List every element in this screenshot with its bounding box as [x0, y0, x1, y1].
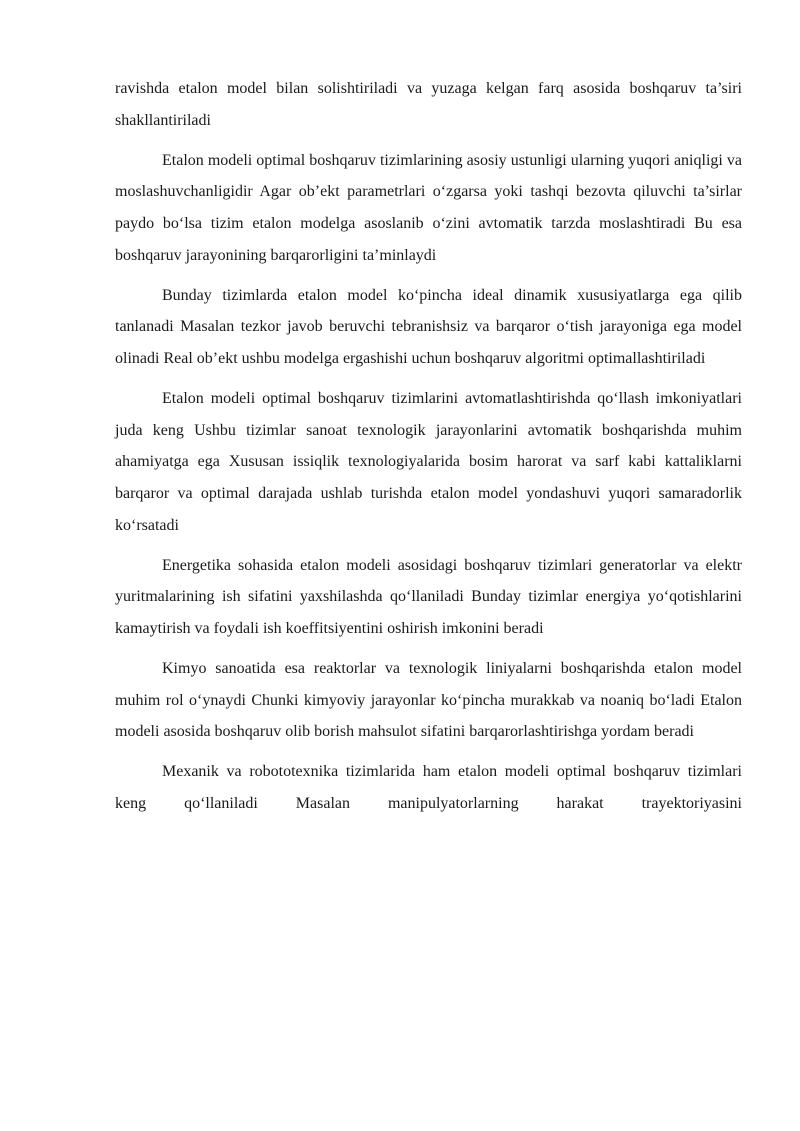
paragraph-6: Kimyo sanoatida esa reaktorlar va texnologik liniyalarni boshqarishda etalon model muhim rol o‘ynaydi Chunki kimyoviy jarayonlar ko‘pincha murakkab va noaniq bo‘ladi Etalon modeli asosida boshqaruv olib borish mahsulot sifatini barqarorlashtirishga yordam beradi	[115, 660, 742, 741]
paragraph-2: Etalon modeli optimal boshqaruv tizimlarining asosiy ustunligi ularning yuqori aniqligi va moslashuvchanligidir Agar ob’ekt parametrlari o‘zgarsa yoki tashqi bezovta qiluvchi ta’sirlar paydo bo‘lsa tizim etalon modelga asoslanib o‘zini avtomatik tarzda moslashtiradi Bu esa boshqaruv jarayonining barqarorligini ta’minlaydi	[115, 151, 742, 264]
paragraph-3: Bunday tizimlarda etalon model ko‘pincha ideal dinamik xususiyatlarga ega qilib tanlanadi Masalan tezkor javob beruvchi tebranishsiz va barqaror o‘tish jarayoniga ega model olinadi Real ob’ekt ushbu modelga ergashishi uchun boshqaruv algoritmi optimallashtiriladi	[115, 286, 742, 367]
paragraph-4: Etalon modeli optimal boshqaruv tizimlarini avtomatlashtirishda qo‘llash imkoniyatlari juda keng Ushbu tizimlar sanoat texnologik jarayonlarini avtomatik boshqarishda muhim ahamiyatga ega Xususan issiqlik texnologiyalarida bosim harorat va sarf kabi kattaliklarni barqaror va optimal darajada ushlab turishda etalon model yondashuvi yuqori samaradorlik ko‘rsatadi	[115, 390, 742, 534]
document-page	[115, 73, 742, 828]
paragraph-5: Energetika sohasida etalon modeli asosidagi boshqaruv tizimlari generatorlar va elektr yuritmalarining ish sifatini yaxshilashda qo‘llaniladi Bunday tizimlar energiya yo‘qotishlarini kamaytirish va foydali ish koeffitsiyentini oshirish imkonini beradi	[115, 556, 742, 637]
paragraph-7: Mexanik va robototexnika tizimlarida ham etalon modeli optimal boshqaruv tizimlari keng qo‘llaniladi Masalan manipulyatorlarning harakat trayektoriyasini	[115, 763, 742, 813]
paragraph-1: ravishda etalon model bilan solishtiriladi va yuzaga kelgan farq asosida boshqaruv ta’siri shakllantiriladi	[115, 80, 742, 129]
